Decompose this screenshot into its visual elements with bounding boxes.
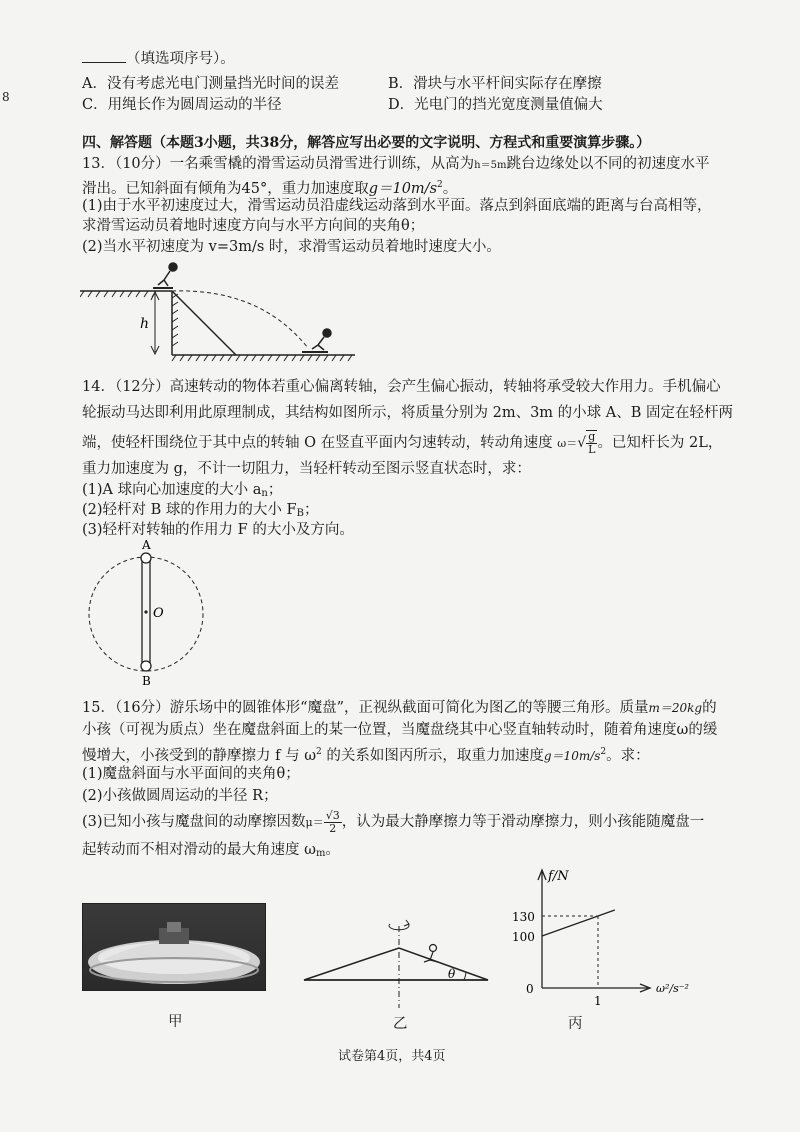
q15-line3: 慢增大，小孩受到的静摩擦力 f 与 $\omega^2$ 的关系如图丙所示，取重力加速度$g=10m/s^2$。求： (82, 747, 650, 764)
section-heading: 四、解答题（本题3小题，共38分，解答应写出必要的文字说明、方程式和重要演算步骤。） (82, 135, 651, 151)
origin-tick: 0 (526, 982, 534, 996)
q12-option-a: A．没有考虑光电门测量挡光时间的误差 (82, 76, 339, 92)
q14-line3: 端，使轻杆围绕位于其中点的转轴 O 在竖直平面内匀速转动，转动角速度 ω＝√ $\frac{g}{L}$ 。已知杆长为 2L， (82, 430, 723, 456)
q13-line4: 求滑雪运动员着地时速度方向与水平方向间的夹角θ； (82, 218, 425, 234)
q15-line4: (1)魔盘斜面与水平面间的夹角θ； (82, 766, 300, 782)
q14-line4: 重力加速度为 g，不计一切阻力，当轻杆转动至图示竖直状态时，求： (82, 461, 531, 477)
y-axis-label: f/N (548, 869, 569, 884)
q14-line7: (3)轻杆对转轴的作用力 F 的大小及方向。 (82, 522, 354, 538)
margin-mark: 8 (2, 90, 10, 104)
label-b: B (142, 674, 151, 688)
q12-option-c: C．用绳长作为圆周运动的半径 (82, 97, 282, 113)
q15-line5: (2)小孩做圆周运动的半径 R； (82, 788, 278, 804)
rotating-rod-figure (86, 540, 216, 688)
magic-disc-photo (82, 903, 266, 991)
fig-label-jia: 甲 (168, 1014, 183, 1030)
theta-label: θ (448, 967, 456, 981)
q13-line2: 滑出。已知斜面有倾角为45°，重力加速度取$g=10m/s^2$。 (82, 180, 458, 197)
q12-option-b: B．滑块与水平杆间实际存在摩擦 (388, 76, 602, 92)
q12-option-d: D．光电门的挡光宽度测量值偏大 (388, 97, 603, 113)
q13-line5: (2)当水平初速度为 v=3m/s 时，求滑雪运动员着地时速度大小。 (82, 239, 501, 255)
q14-line6: (2)轻杆对 B 球的作用力的大小 $F_B$； (82, 502, 319, 519)
friction-graph (508, 862, 708, 1012)
ball-b (141, 661, 151, 671)
height-label: h (140, 316, 150, 332)
q14-line1: 14．（12分）高速转动的物体若重心偏离转轴，会产生偏心振动，转轴将承受较大作用力。手机偏心 (82, 379, 721, 395)
x-axis-label: ω²/s⁻² (656, 982, 689, 995)
q14-line5: (1)A 球向心加速度的大小 $a_n$； (82, 482, 283, 499)
pivot-o (144, 610, 147, 613)
label-o: O (153, 606, 164, 621)
q15-line2: 小孩（可视为质点）坐在魔盘斜面上的某一位置，当魔盘绕其中心竖直轴转动时，随着角速度ω的缓 (82, 722, 718, 738)
page-footer: 试卷第4页，共4页 (338, 1049, 446, 1064)
cone-section-figure (300, 898, 496, 1010)
fig-label-yi: 乙 (393, 1016, 408, 1032)
fig-label-bing: 丙 (568, 1016, 583, 1032)
ball-a (141, 553, 151, 563)
answer-blank (82, 48, 126, 63)
q13-line1: 13．（10分）一名乘雪橇的滑雪运动员滑雪进行训练，从高为h＝5m跳台边缘处以不同的初速度水平 (82, 156, 710, 172)
y-tick-130: 130 (512, 910, 535, 924)
y-tick-100: 100 (512, 930, 535, 944)
q13-line3: (1)由于水平初速度过大，滑雪运动员沿虚线运动落到水平面。落点到斜面底端的距离与台高相等， (82, 198, 712, 214)
friction-line (542, 910, 615, 936)
q14-line2: 轮振动马达即利用此原理制成，其结构如图所示，将质量分别为 2m、3m 的小球 A、B 固定在轻杆两 (82, 405, 734, 421)
ski-jump-figure (80, 258, 370, 366)
q12-fill-prompt: （填选项序号）。 (82, 48, 235, 69)
q15-line7: 起转动而不相对滑动的最大角速度 $\omega_m$。 (82, 842, 340, 859)
label-a: A (142, 540, 151, 552)
q15-line6: (3)已知小孩与魔盘间的动摩擦因数μ＝ $\frac{√3}{2}$ ，认为最大静摩擦力等于滑动摩擦力，则小孩能随魔盘一 (82, 808, 705, 835)
x-tick-1: 1 (594, 994, 602, 1008)
q15-line1: 15．（16分）游乐场中的圆锥体形“魔盘”，正视纵截面可简化为图乙的等腰三角形。质量m＝20kg的 (82, 700, 717, 716)
